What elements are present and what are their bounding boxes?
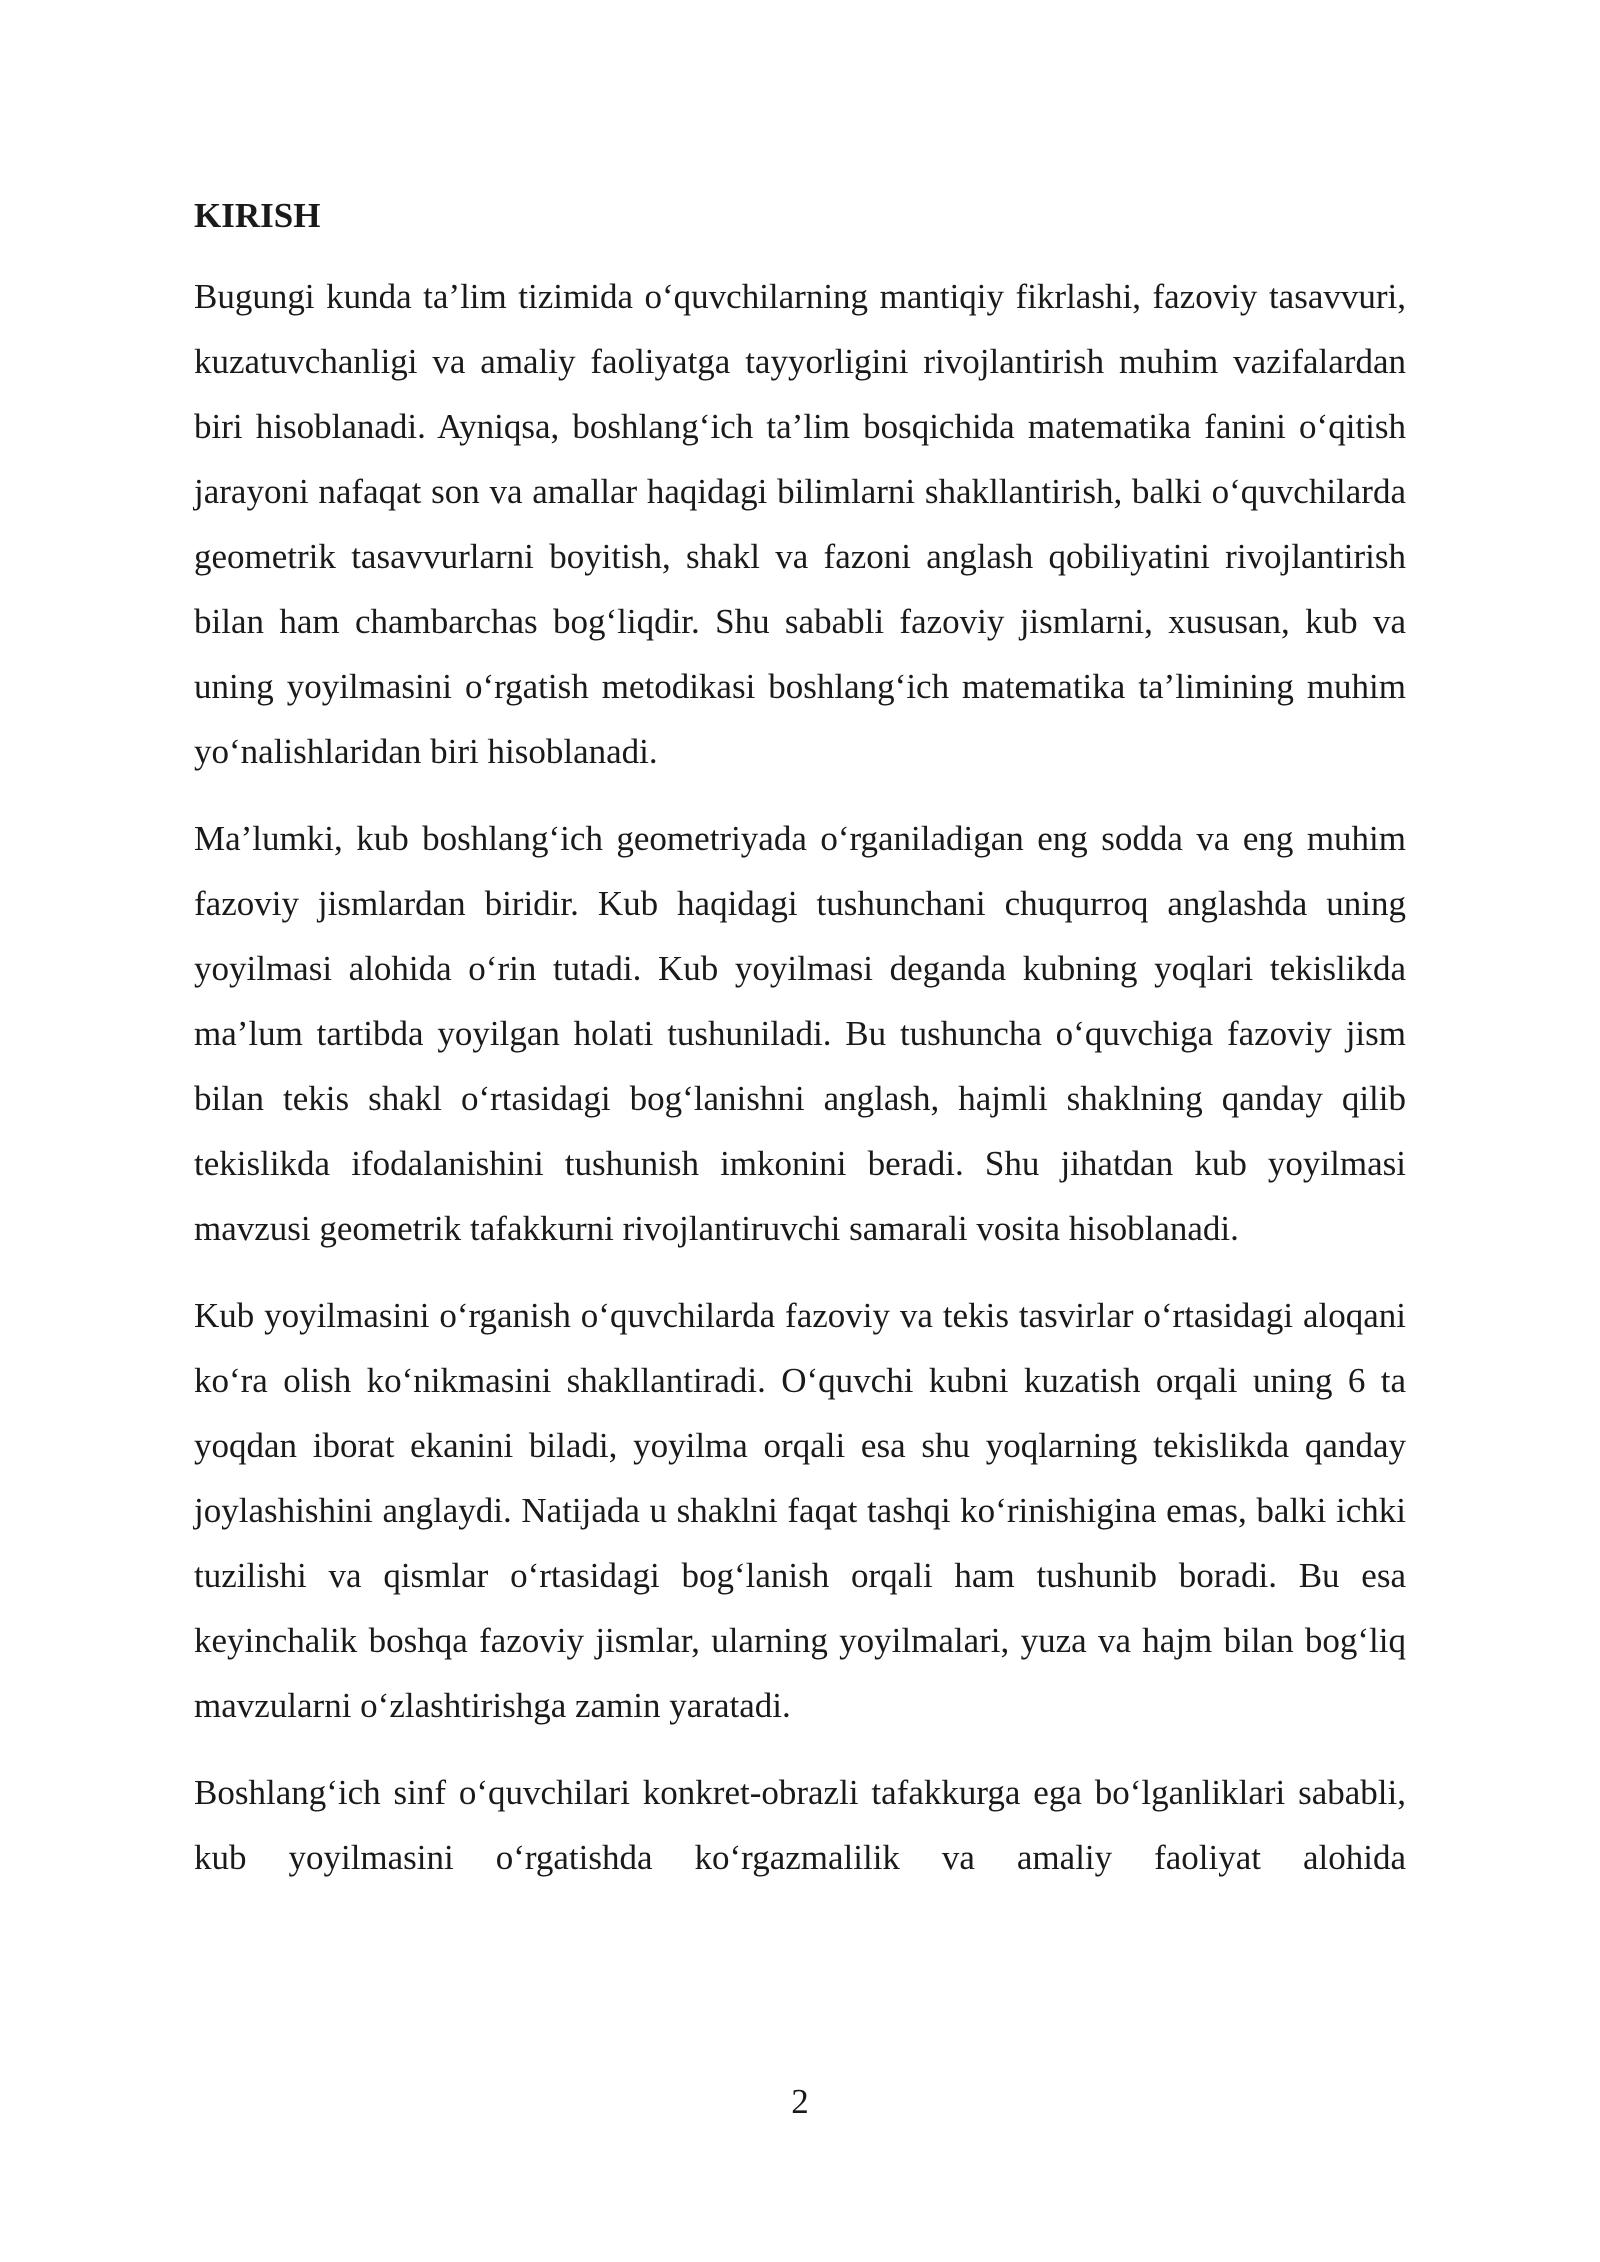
paragraph-1: Bugungi kunda ta’lim tizimida o‘quvchilarning mantiqiy fikrlashi, fazoviy tasavvuri, kuzatuvchanligi va amaliy faoliyatga tayyorligini rivojlantirish muhim vazifalardan biri hisoblanadi. Ayniqsa, boshlang‘ich ta’lim bosqichida matematika fanini o‘qitish jarayoni nafaqat son va amallar haqidagi bilimlarni shakllantirish, balki o‘quvchilarda geometrik tasavvurlarni boyitish, shakl va fazoni anglash qobiliyatini rivojlantirish bilan ham chambarchas bog‘liqdir. Shu sababli fazoviy jismlarni, xususan, kub va uning yoyilmasini o‘rgatish metodikasi boshlang‘ich matematika ta’limining muhim yo‘nalishlaridan biri hisoblanadi. [194,277,1406,771]
paragraph-3: Kub yoyilmasini o‘rganish o‘quvchilarda fazoviy va tekis tasvirlar o‘rtasidagi aloqani ko‘ra olish ko‘nikmasini shakllantiradi. O‘quvchi kubni kuzatish orqali uning 6 ta yoqdan iborat ekanini biladi, yoyilma orqali esa shu yoqlarning tekislikda qanday joylashishini anglaydi. Natijada u shaklni faqat tashqi ko‘rinishigina emas, balki ichki tuzilishi va qismlar o‘rtasidagi bog‘lanish orqali ham tushunib boradi. Bu esa keyinchalik boshqa fazoviy jismlar, ularning yoyilmalari, yuza va hajm bilan bog‘liq mavzularni o‘zlashtirishga zamin yaratadi. [194,1296,1406,1725]
page-number: 2 [791,2082,809,2121]
paragraph-4: Boshlang‘ich sinf o‘quvchilari konkret-obrazli tafakkurga ega bo‘lganliklari sababli, kub yoyilmasini o‘rgatishda ko‘rgazmalilik va amaliy faoliyat alohida [194,1773,1406,1877]
section-heading: KIRISH [194,196,321,235]
document-page [194,188,1406,1912]
paragraph-2: Ma’lumki, kub boshlang‘ich geometriyada o‘rganiladigan eng sodda va eng muhim fazoviy jismlardan biridir. Kub haqidagi tushunchani chuqurroq anglashda uning yoyilmasi alohida o‘rin tutadi. Kub yoyilmasi deganda kubning yoqlari tekislikda ma’lum tartibda yoyilgan holati tushuniladi. Bu tushuncha o‘quvchiga fazoviy jism bilan tekis shakl o‘rtasidagi bog‘lanishni anglash, hajmli shaklning qanday qilib tekislikda ifodalanishini tushunish imkonini beradi. Shu jihatdan kub yoyilmasi mavzusi geometrik tafakkurni rivojlantiruvchi samarali vosita hisoblanadi. [194,819,1406,1248]
